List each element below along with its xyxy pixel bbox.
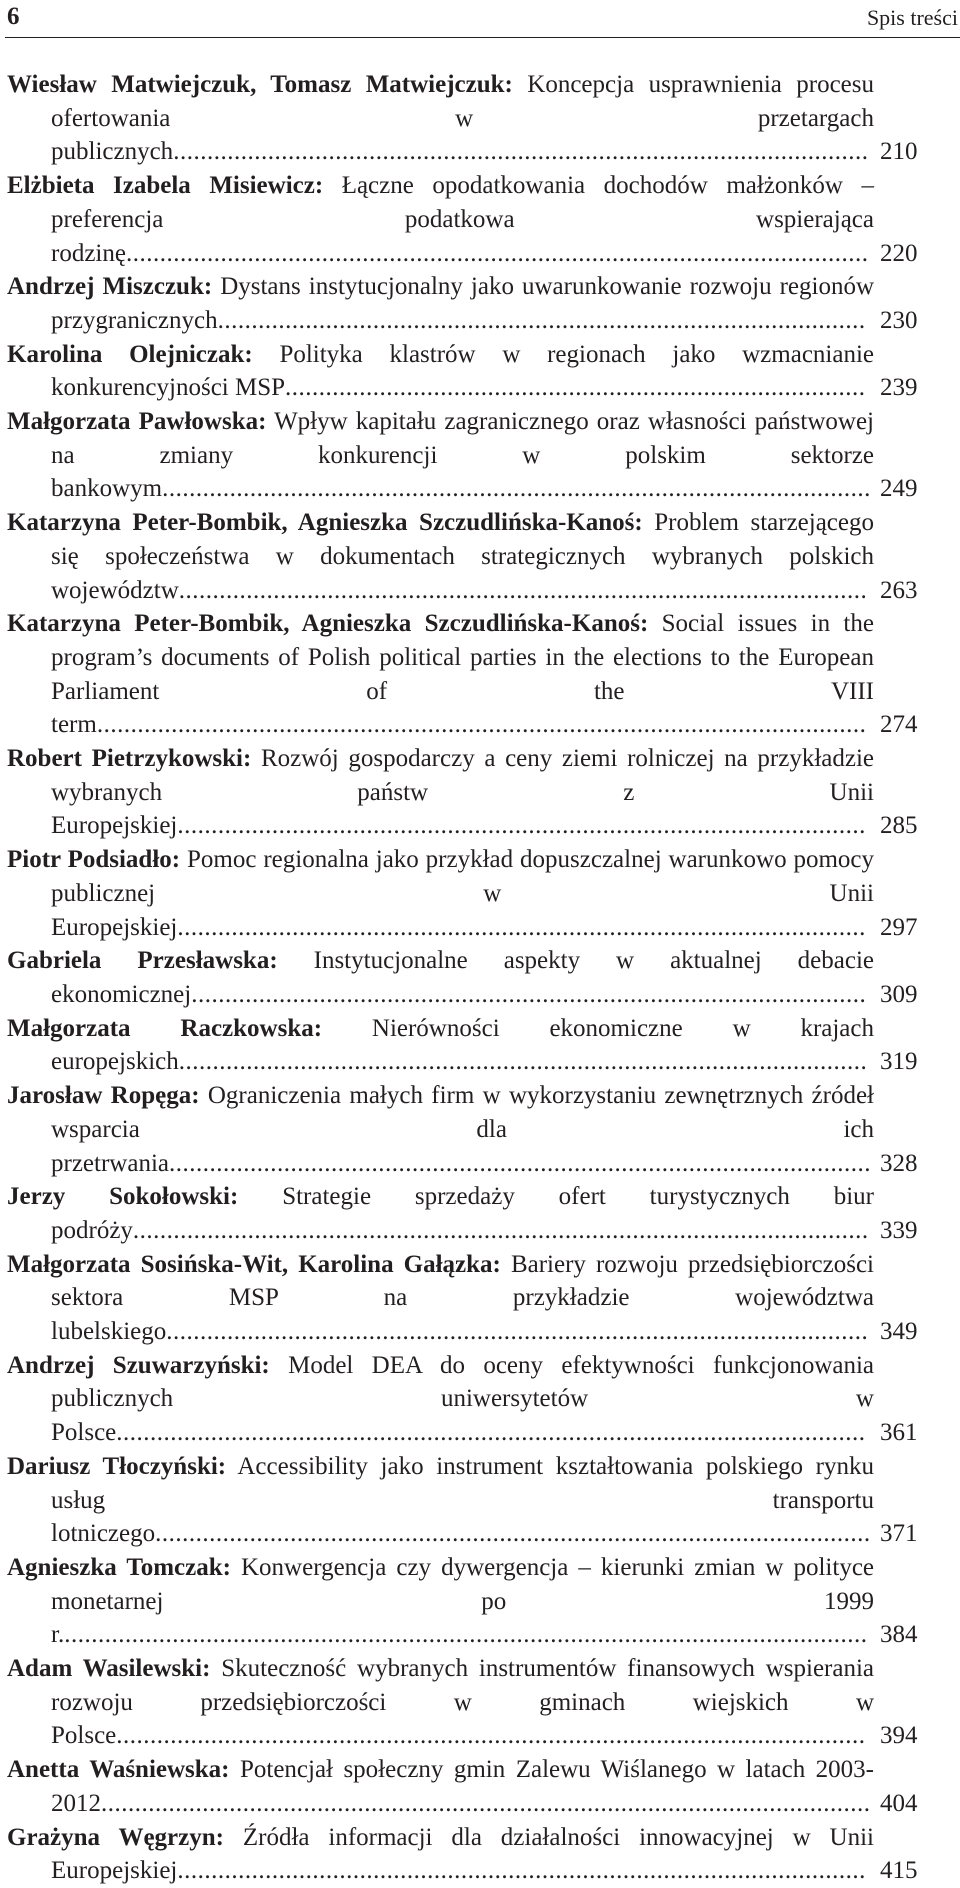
- toc-author: Grażyna Węgrzyn:: [7, 1823, 224, 1851]
- toc-entry: [7, 843, 960, 944]
- dot-leader: ......................................................................................................: [177, 1857, 866, 1885]
- toc-title: Instytucjonalne aspekty w aktualnej debacie ekonomicznej: [51, 947, 874, 1008]
- toc-page-number: 263: [880, 576, 918, 604]
- toc-entry-text: [7, 405, 874, 506]
- toc-author: Andrzej Szuwarzyński:: [7, 1351, 270, 1379]
- toc-title: Skuteczność wybranych instrumentów finansowych wspierania rozwoju przedsiębiorczości w gminach wiejskich w Polsce: [51, 1655, 875, 1750]
- toc-entry: [7, 1349, 960, 1450]
- toc-page-number: 371: [880, 1520, 918, 1548]
- dot-leader: ..................................................................................................................: [101, 1789, 871, 1817]
- toc-page-number: 220: [880, 239, 918, 267]
- toc-entry: [7, 1079, 960, 1180]
- toc-title: Bariery rozwoju przedsiębiorczości sektora MSP na przykładzie województwa lubelskiego: [51, 1250, 874, 1346]
- table-of-contents: [7, 68, 960, 1888]
- toc-page-number: 210: [880, 138, 918, 166]
- toc-title: Model DEA do oceny efektywności funkcjonowania publicznych uniwersytetów w Polsce: [51, 1351, 875, 1447]
- toc-entry: [7, 1551, 960, 1652]
- dot-leader: .......................................................................................................: [173, 138, 869, 166]
- toc-title: Polityka klastrów w regionach jako wzmacnianie konkurencyjności MSP: [51, 340, 875, 402]
- dot-leader: ......................................................................................................: [177, 913, 866, 941]
- toc-page-number: 349: [880, 1318, 918, 1346]
- toc-entry: [7, 338, 960, 405]
- toc-title: Konwergencja czy dywergencja – kierunki zmian w polityce monetarnej po 1999 r.: [51, 1553, 875, 1649]
- dot-leader: ......................................................................................................: [178, 1048, 868, 1076]
- dot-leader: ........................................................................................................: [168, 1149, 871, 1177]
- toc-entry-text: [7, 506, 874, 607]
- toc-page-number: 404: [880, 1789, 918, 1817]
- toc-title: Rozwój gospodarczy a ceny ziemi rolniczej na przykładzie wybranych państw z Unii Europejskiej: [51, 745, 874, 840]
- dot-leader: ........................................................................................................: [166, 1318, 869, 1346]
- toc-page-number: 285: [880, 812, 918, 840]
- toc-entry-text: [7, 1450, 874, 1551]
- dot-leader: ................................................................................................: [217, 306, 866, 334]
- toc-author: Elżbieta Izabela Misiewicz:: [7, 172, 324, 200]
- toc-title: Dystans instytucjonalny jako uwarunkowanie rozwoju regionów przygranicznych: [51, 273, 875, 334]
- toc-entry: [7, 270, 960, 337]
- toc-author: Andrzej Miszczuk:: [7, 273, 213, 301]
- toc-page-number: 384: [880, 1621, 918, 1649]
- toc-entry-text: [7, 1180, 874, 1247]
- toc-page-number: 239: [880, 374, 918, 402]
- toc-author: Anetta Waśniewska:: [7, 1756, 230, 1784]
- toc-entry-text: [7, 742, 874, 843]
- toc-entry: [7, 742, 960, 843]
- toc-author: Agnieszka Tomczak:: [7, 1553, 231, 1581]
- toc-entry-text: [7, 1821, 874, 1888]
- toc-title: Nierówności ekonomiczne w krajach europejskich: [51, 1014, 875, 1076]
- toc-title: Łączne opodatkowania dochodów małżonków – preferencja podatkowa wspierająca rodzinę: [51, 172, 874, 267]
- dot-leader: ..............................................................................................................: [125, 239, 869, 267]
- toc-entry-text: [7, 338, 874, 405]
- toc-author: Karolina Olejniczak:: [7, 340, 253, 368]
- toc-title: Accessibility jako instrument kształtowania polskiego rynku usług transportu lotniczego: [51, 1452, 874, 1548]
- toc-title: Koncepcja usprawnienia procesu ofertowania w przetargach publicznych: [51, 71, 875, 166]
- running-title: Spis treści: [866, 5, 958, 30]
- toc-entry-text: [7, 169, 874, 270]
- dot-leader: ..................................................................................................................: [96, 711, 867, 739]
- dot-leader: ...............................................................................................................: [116, 1419, 866, 1447]
- dot-leader: .........................................................................................................: [162, 475, 871, 503]
- toc-page-number: 249: [880, 475, 918, 503]
- toc-title: Strategie sprzedaży ofert turystycznych biur podróży: [51, 1183, 875, 1244]
- toc-page-number: 394: [880, 1722, 918, 1750]
- toc-entry-text: [7, 1079, 874, 1180]
- dot-leader: ......................................................................................................: [178, 576, 868, 604]
- toc-author: Małgorzata Sosińska-Wit, Karolina Gałązka:: [7, 1250, 501, 1278]
- toc-author: Piotr Podsiadło:: [7, 846, 181, 874]
- toc-author: Jerzy Sokołowski:: [7, 1183, 239, 1211]
- toc-author: Gabriela Przesławska:: [7, 947, 278, 975]
- toc-page-number: 230: [880, 306, 918, 334]
- toc-entry-text: [7, 68, 874, 169]
- toc-page-number: 319: [880, 1048, 918, 1076]
- toc-title: Pomoc regionalna jako przykład dopuszczalnej warunkowo pomocy publicznej w Unii Europejskiej: [51, 846, 875, 941]
- dot-leader: ......................................................................................................: [177, 812, 866, 840]
- toc-author: Małgorzata Raczkowska:: [7, 1014, 323, 1042]
- toc-author: Katarzyna Peter-Bombik, Agnieszka Szczudlińska-Kanoś:: [7, 509, 643, 537]
- dot-leader: ...............................................................................................................: [116, 1722, 866, 1750]
- toc-title: Ograniczenia małych firm w wykorzystaniu zewnętrznych źródeł wsparcia dla ich przetrwania: [51, 1082, 874, 1177]
- toc-entry-text: [7, 607, 874, 742]
- toc-entry: [7, 1753, 960, 1820]
- toc-author: Robert Pietrzykowski:: [7, 745, 252, 773]
- toc-author: Małgorzata Pawłowska:: [7, 408, 267, 436]
- toc-title: Wpływ kapitału zagranicznego oraz własności państwowej na zmiany konkurencji w polskim sektorze bankowym: [51, 408, 875, 503]
- toc-entry-text: [7, 944, 874, 1011]
- toc-entry: [7, 506, 960, 607]
- dot-leader: .............................................................................................................: [132, 1216, 869, 1244]
- toc-title: Problem starzejącego się społeczeństwa w dokumentach strategicznych wybranych polskich województw: [51, 509, 874, 604]
- toc-entry: [7, 68, 960, 169]
- toc-author: Adam Wasilewski:: [7, 1655, 211, 1683]
- toc-entry: [7, 1652, 960, 1753]
- toc-page-number: 309: [880, 980, 918, 1008]
- toc-entry-text: [7, 843, 874, 944]
- toc-page-number: 297: [880, 913, 918, 941]
- dot-leader: ....................................................................................................: [191, 980, 867, 1008]
- toc-author: Wiesław Matwiejczuk, Tomasz Matwiejczuk:: [7, 71, 513, 98]
- page-number: 6: [7, 3, 20, 30]
- toc-entry-text: [7, 1012, 874, 1079]
- toc-entry: [7, 1450, 960, 1551]
- toc-entry: [7, 607, 960, 742]
- toc-entry: [7, 1248, 960, 1349]
- dot-leader: .......................................................................................................................: [64, 1621, 868, 1649]
- toc-page-number: 274: [880, 711, 918, 739]
- toc-title: Potencjał społeczny gmin Zalewu Wiślanego w latach 2003-2012: [51, 1756, 874, 1817]
- toc-entry-text: [7, 1652, 874, 1753]
- page-header: [0, 0, 960, 46]
- dot-leader: ......................................................................................: [285, 374, 866, 402]
- toc-entry: [7, 944, 960, 1011]
- toc-author: Jarosław Ropęga:: [7, 1082, 200, 1110]
- toc-page-number: 328: [880, 1149, 918, 1177]
- toc-title: Social issues in the program’s documents of Polish political parties in the elections to the European Parliament of the VIII term: [51, 610, 874, 739]
- toc-entry: [7, 405, 960, 506]
- toc-entry-text: [7, 1349, 874, 1450]
- toc-entry-text: [7, 1753, 874, 1820]
- toc-entry: [7, 1180, 960, 1247]
- dot-leader: ..........................................................................................................: [155, 1520, 871, 1548]
- toc-entry: [7, 1012, 960, 1079]
- toc-author: Dariusz Tłoczyński:: [7, 1452, 227, 1480]
- toc-page-number: 415: [880, 1857, 918, 1885]
- toc-page-number: 339: [880, 1216, 918, 1244]
- toc-title: Źródła informacji dla działalności innowacyjnej w Unii Europejskiej: [51, 1823, 874, 1885]
- toc-entry: [7, 1821, 960, 1888]
- toc-author: Katarzyna Peter-Bombik, Agnieszka Szczudlińska-Kanoś:: [7, 610, 649, 638]
- toc-entry-text: [7, 1551, 874, 1652]
- header-rule: [5, 37, 960, 38]
- toc-entry-text: [7, 1248, 874, 1349]
- toc-entry-text: [7, 270, 874, 337]
- toc-entry: [7, 169, 960, 270]
- toc-page-number: 361: [880, 1419, 918, 1447]
